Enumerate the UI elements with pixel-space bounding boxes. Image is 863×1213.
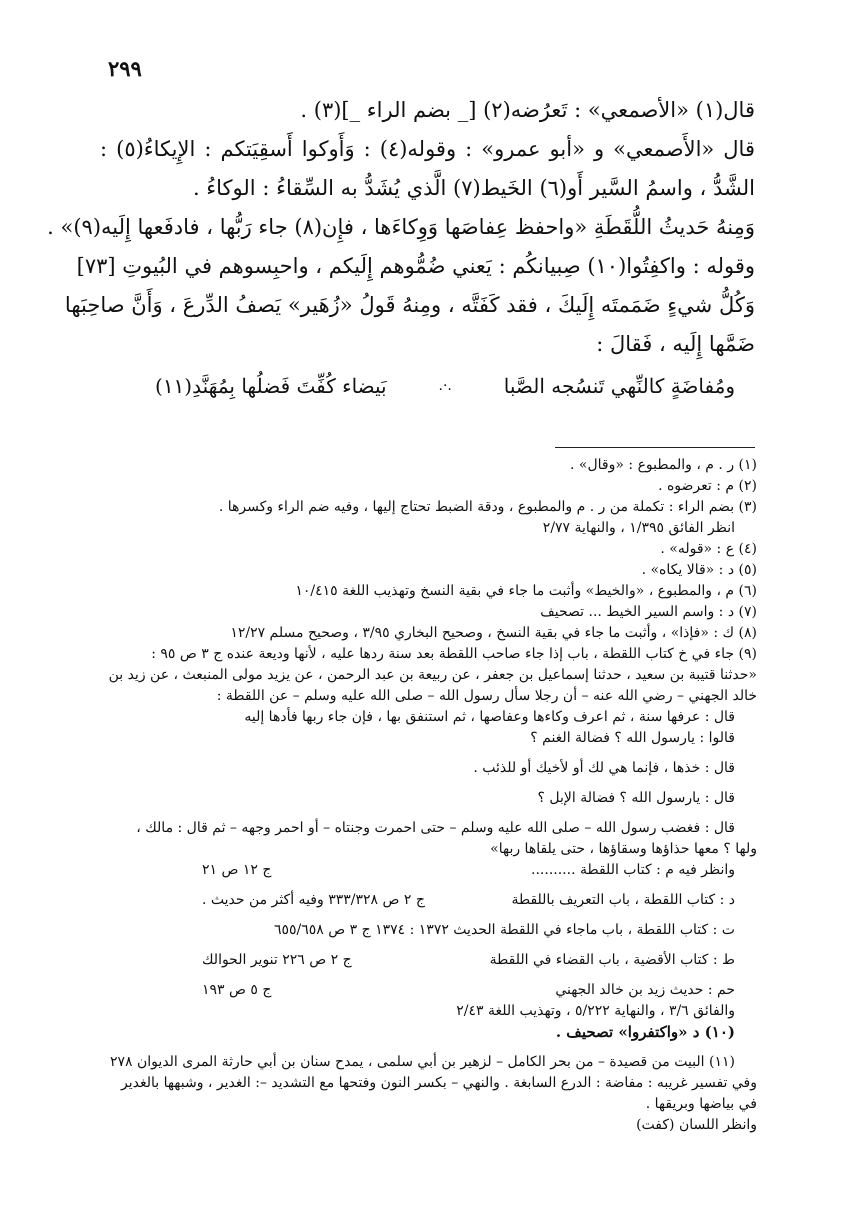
poem-verse — [100, 368, 755, 404]
footnote-line: (١٠) د «واكتفروا» تصحيف . — [555, 1023, 735, 1041]
reference-label: وانظر فيه م : كتاب اللقطة .......... — [531, 862, 735, 878]
footnote-line: قال : فغضب رسول الله – صلى الله عليه وسلم – حتى احمرت وجنتاه – أو احمر وجهه – ثم قال : مالك ، — [136, 820, 735, 836]
footnote-line: وفي تفسير غريبه : مفاضة : الدرع السابغة . والنهي – بكسر النون وفتحها مع التشديد –: الغدير ، وشبهها بالغدير — [120, 1075, 757, 1091]
verse-separator: .·. — [438, 378, 452, 394]
main-line: الشَّدُّ ، واسمُ السَّير أَو(٦) الخَيط(٧) الَّذي يُشَدُّ به السِّقاءُ : الوكاءُ . — [192, 176, 755, 200]
footnote-line: (٧) د : واسم السير الخيط ... تصحيف — [540, 604, 757, 620]
footnote-line: انظر الفائق ١/٣٩٥ ، والنهاية ٢/٧٧ — [542, 520, 735, 536]
footnote-line: (٨) ك : «فإذا» ، وأثبت ما جاء في بقية النسخ ، وصحيح البخاري ٣/٩٥ ، وصحيح مسلم ١٢/٢٧ — [230, 625, 757, 641]
main-line: وَكُلُّ شيءٍ ضَمَمتَه إِلَيكَ ، فقد كَفَتَّه ، ومِنهُ قَولُ «زُهَير» يَصفُ الدِّرعَ ، وَأَنَّ صاحِبَها — [64, 293, 755, 317]
footnote-line: (٦) م ، والمطبوع ، «والخيط» وأثبت ما جاء في بقية النسخ وتهذيب اللغة ١٠/٤١٥ — [295, 583, 757, 599]
reference-label: ط : كتاب الأقضية ، باب القضاء في اللقطة — [489, 952, 735, 968]
footnote-line: قال : خذها ، فإنما هي لك أو لأخيك أو للذئب . — [473, 760, 735, 776]
reference-line — [92, 860, 757, 880]
main-text — [47, 92, 755, 404]
footnote-line: قالوا : يارسول الله ؟ فضالة الغنم ؟ — [530, 730, 735, 746]
main-line: قال «الأَصمعي» و «أبو عمرو» : وقوله(٤) : وَأَوكوا أَسقِيَتكم : الإِيكاءُ(٥) : — [100, 137, 755, 161]
footnote-line: (١) ر . م ، والمطبوع : «وقال» . — [570, 457, 757, 473]
footnote-line: وانظر اللسان (كفت) — [636, 1117, 757, 1133]
footnote-divider — [555, 447, 755, 448]
reference-label: حم : حديث زيد بن خالد الجهني — [555, 982, 735, 998]
footnote-line: (٣) بضم الراء : تكملة من ر . م والمطبوع ، ودقة الضبط تحتاج إليها ، وفيه ضم الراء وكسرها . — [218, 499, 757, 515]
reference-label: د : كتاب اللقطة ، باب التعريف باللقطة — [511, 892, 735, 908]
footnotes — [92, 454, 757, 1136]
reference-location: ج ٢ ص ٢٢٦ تنوير الحوالك — [202, 952, 352, 968]
reference-line — [92, 980, 757, 1000]
verse-first-hemistich: ومُفاضَةٍ كالنِّهي تَنسُجه الصَّبا — [503, 374, 735, 398]
footnote-line: (٤) ع : «قوله» . — [660, 541, 757, 557]
page-number: ٢٩٩ — [108, 56, 142, 81]
main-line: قال(١) «الأصمعي» : تَعرُضه(٢) [_ بضم الراء _](٣) . — [300, 98, 755, 122]
footnote-line: (١١) البيت من قصيدة – من بحر الكامل – لزهير بن أبي سلمى ، يمدح سنان بن أبي حارثة المرى الديوان ٢٧٨ — [110, 1054, 735, 1070]
reference-location: ج ٥ ص ١٩٣ — [202, 982, 272, 998]
reference-label: ت : كتاب اللقطة ، باب ماجاء في اللقطة الحديث ١٣٧٢ : ١٣٧٤ ج ٣ ص ٦٥٥/٦٥٨ — [273, 922, 735, 938]
footnote-line: خالد الجهني – رضي الله عنه – أن رجلا سأل رسول الله – صلى الله عليه وسلم – عن اللقطة : — [216, 688, 757, 704]
footnote-line: ولها ؟ معها حذاؤها وسقاؤها ، حتى يلقاها ربها» — [490, 841, 757, 857]
main-line: وقوله : واكفِتُوا(١٠) صِبيانكُم : يَعني ضُمُّوهم إِلَيكم ، واحبِسوهم في البُيوتِ [٧٣] — [76, 254, 755, 278]
footnote-line: قال : عرفها سنة ، ثم اعرف وكاءها وعفاصها ، ثم استنفق بها ، فإن جاء ربها فأدها إليه — [244, 709, 735, 725]
footnote-line: قال : يارسول الله ؟ فضالة الإبل ؟ — [537, 790, 735, 806]
verse-second-hemistich: بَيضاء كُفِّتَ فَضلُها بِمُهَنَّدِ(١١) — [155, 374, 387, 398]
footnote-line: (٩) جاء في خ كتاب اللقطة ، باب إذا جاء صاحب اللقطة بعد سنة ردها عليه ، لأنها وديعة عنده ج ٣ ص ٩٥ : — [151, 646, 757, 662]
reference-line — [92, 920, 757, 940]
main-line: وَمِنهُ حَديثُ اللُّقَطَةِ «واحفظ عِفاصَها وَوِكاءَها ، فإِن(٨) جاء رَبُّها ، فادفَعها إِلَيه(٩)» . — [47, 215, 755, 239]
footnote-line: في بياضها وبريقها . — [645, 1096, 757, 1112]
reference-line — [92, 950, 757, 970]
main-line: ضَمَّها إِلَيه ، فَقالَ : — [596, 332, 755, 356]
reference-location: ج ١٢ ص ٢١ — [202, 862, 272, 878]
footnote-line: «حدثنا قتيبة بن سعيد ، حدثنا إسماعيل بن جعفر ، عن ربيعة بن عبد الرحمن ، عن يزيد مولى المنبعث ، عن زيد بن — [108, 667, 757, 683]
footnote-line: والفائق ٣/٦ ، والنهاية ٥/٢٢٢ ، وتهذيب اللغة ٢/٤٣ — [456, 1003, 735, 1019]
footnote-line: (٢) م : تعرضوه . — [658, 478, 757, 494]
reference-line — [92, 890, 757, 910]
reference-location: ج ٢ ص ٣٣٣/٣٢٨ وفيه أكثر من حديث . — [202, 892, 425, 908]
footnote-line: (٥) د : «قالا يكاه» . — [641, 562, 757, 578]
